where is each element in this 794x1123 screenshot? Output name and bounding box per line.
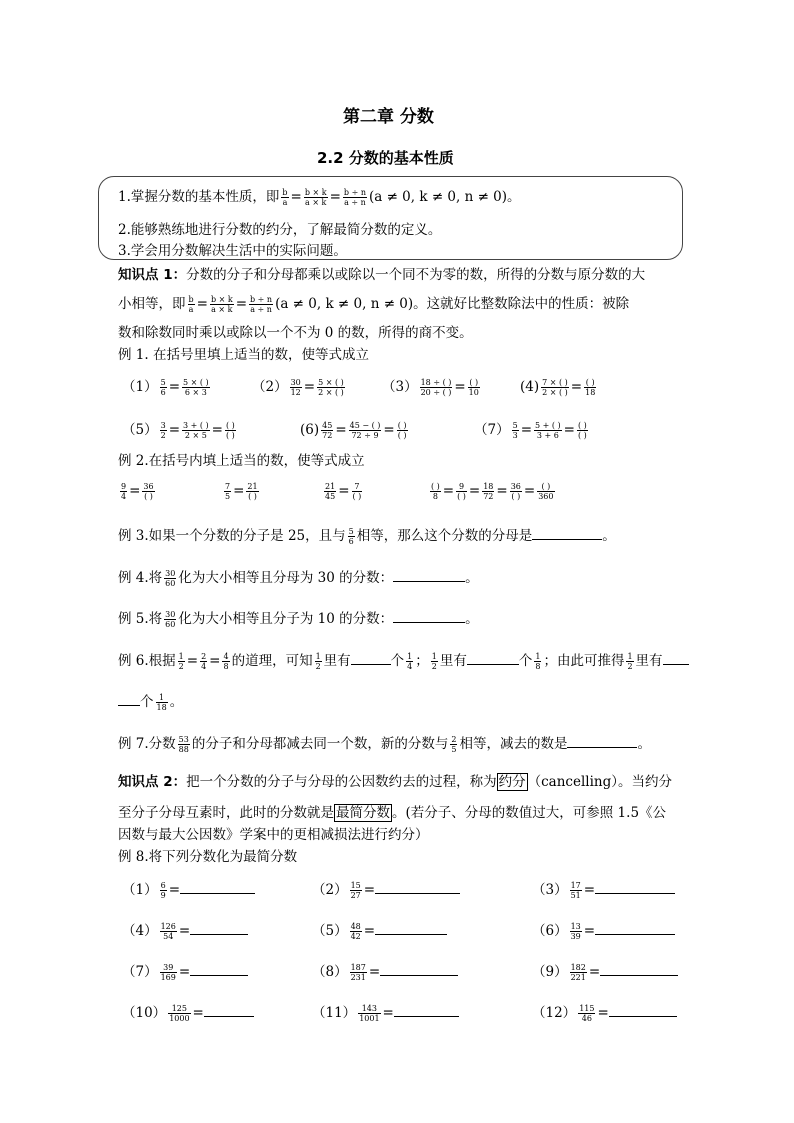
kp1-line2: 小相等，即 $\frac{b}{a}$ = $\frac{b \times k}{a \times k}$ = $\frac{b \div n}{a \div n}$ (a ≠ 0, k ≠ 0, n ≠ 0)。这就好比整数除法中的性质：被除 <box>118 295 630 315</box>
kp2-line1: 知识点 2：把一个分数的分子与分母的公因数约去的过程，称为 约分 （cancelling）。当约分 <box>118 774 672 790</box>
ex8-item-8: （8） $\frac{187}{231}$ = <box>312 963 458 982</box>
ex7: 例 7.分数 $\frac{53}{88}$ 的分子和分母都减去同一个数，新的分数与 $\frac{2}{5}$ 相等，减去的数是 。 <box>118 735 651 755</box>
ex8-item-10: （10） $\frac{125}{1000}$ = <box>122 1004 254 1023</box>
ex1-problem-2: （2） $\frac{30}{12}$ = $\frac{5 \times ( )}{2 \times ( )}$ <box>252 378 344 398</box>
goal-1: 1.掌握分数的基本性质，即 $\frac{b}{a}$ = $\frac{b \times k}{a \times k}$ = $\frac{b \div n}{a \div n}$ (a ≠ 0, k ≠ 0, n ≠ 0)。 <box>118 188 521 208</box>
ex8-item-12: （12） $\frac{115}{46}$ = <box>532 1004 677 1023</box>
ex6-blank-1[interactable] <box>351 664 391 665</box>
ex1-problem-3: （3） $\frac{18 \div ( )}{20 \div ( )}$ = ( ) 10 <box>382 378 479 398</box>
ex1-problem-5: （5） $\frac{3}{2}$ = $\frac{3 + ( )}{2 \times 5}$ = ( ) ( ) <box>122 421 235 441</box>
chapter-title: 第二章 分数 <box>343 107 434 127</box>
ex8-item-4: （4） $\frac{126}{54}$ = <box>122 922 248 941</box>
kp1-line3: 数和除数同时乘以或除以一个不为 0 的数，所得的商不变。 <box>118 325 473 341</box>
ex8-answer-blank[interactable] <box>190 934 248 935</box>
goal-3: 3.学会用分数解决生活中的实际问题。 <box>118 243 347 259</box>
ex6-blank-2[interactable] <box>467 664 519 665</box>
ex8-item-6: （6） $\frac{13}{39}$ = <box>532 922 675 941</box>
goal-2: 2.能够熟练地进行分数的约分，了解最简分数的定义。 <box>118 222 442 238</box>
ex8-item-2: （2） $\frac{15}{27}$ = <box>312 881 460 900</box>
ex3: 例 3.如果一个分数的分子是 25，且与 $\frac{5}{6}$ 相等，那么这个分数的分母是 。 <box>118 527 616 547</box>
ex8-title: 例 8.将下列分数化为最简分数 <box>118 849 298 865</box>
ex2-group-4: ( ) 8 = 9 ( ) = $\frac{18}{72}$ = 36 ( ) = ( ) 360 <box>431 482 554 502</box>
ex8-answer-blank[interactable] <box>375 893 460 894</box>
ex2-title: 例 2.在括号内填上适当的数，使等式成立 <box>118 453 365 469</box>
ex8-item-9: （9） $\frac{182}{221}$ = <box>532 963 678 982</box>
ex5-answer-blank[interactable] <box>393 622 465 623</box>
ex8-answer-blank[interactable] <box>180 893 255 894</box>
ex7-answer-blank[interactable] <box>567 747 637 748</box>
ex8-answer-blank[interactable] <box>204 1016 254 1017</box>
kp1-line1: 知识点 1：分数的分子和分母都乘以或除以一个同不为零的数，所得的分数与原分数的大 <box>118 267 646 283</box>
ex8-item-1: （1） $\frac{6}{9}$ = <box>122 881 255 900</box>
ex5: 例 5.将 $\frac{30}{60}$ 化为大小相等且分子为 10 的分数： 。 <box>118 610 479 630</box>
ex6-blank-3-cont[interactable] <box>118 705 140 706</box>
ex1-problem-1: （1） $\frac{5}{6}$ = $\frac{5 \times ( )}{6 \times 3}$ <box>122 378 209 398</box>
ex2-group-2: $\frac{7}{5}$ = 21 ( ) <box>225 482 258 502</box>
ex1-title: 例 1. 在括号里填上适当的数，使等式成立 <box>118 347 369 363</box>
ex8-item-11: （11） $\frac{143}{1001}$ = <box>312 1004 459 1023</box>
ex8-item-7: （7） $\frac{39}{169}$ = <box>122 963 248 982</box>
ex6-blank-3[interactable] <box>663 664 689 665</box>
section-title: 2.2 分数的基本性质 <box>317 149 454 167</box>
ex3-answer-blank[interactable] <box>532 539 602 540</box>
ex6-line2: 个 $\frac{1}{18}$ 。 <box>118 693 183 712</box>
ex1-problem-6: (6) $\frac{45}{72}$ = $\frac{45 - ( )}{72 \div 9}$ = ( ) ( ) <box>300 421 407 441</box>
ex4-answer-blank[interactable] <box>393 581 465 582</box>
ex2-group-1: $\frac{9}{4}$ = 36 ( ) <box>121 482 154 502</box>
ex4: 例 4.将 $\frac{30}{60}$ 化为大小相等且分母为 30 的分数： 。 <box>118 569 479 589</box>
ex8-item-5: （5） $\frac{48}{42}$ = <box>312 922 447 941</box>
ex8-answer-blank[interactable] <box>609 1016 677 1017</box>
ex8-answer-blank[interactable] <box>595 893 675 894</box>
ex8-answer-blank[interactable] <box>394 1016 459 1017</box>
ex8-answer-blank[interactable] <box>595 934 675 935</box>
ex1-problem-4: (4) $\frac{7 \times ( )}{2 \times ( )}$ = ( ) 18 <box>520 378 596 398</box>
ex1-problem-7: （7） $\frac{5}{3}$ = $\frac{5 + ( )}{3 + 6}$ = ( ) ( ) <box>474 421 587 441</box>
ex8-answer-blank[interactable] <box>375 934 447 935</box>
kp2-line3: 因数与最大公因数》学案中的更相减损法进行约分） <box>118 827 429 843</box>
ex6-line1: 例 6.根据 $\frac{1}{2}$ = $\frac{2}{4}$ = $\frac{4}{8}$ 的道理，可知 $\frac{1}{2}$ 里有 个 $\frac{1}{4}$ ； $\frac{1}{2}$ 里有 个 $\frac{1}{8}$ ；由此可推得 $\frac{1}{2}$ 里有 <box>118 652 689 671</box>
ex8-item-3: （3） $\frac{17}{51}$ = <box>532 881 675 900</box>
ex2-group-3: $\frac{21}{45}$ = 7 ( ) <box>325 482 362 502</box>
ex8-answer-blank[interactable] <box>380 975 458 976</box>
ex8-answer-blank[interactable] <box>190 975 248 976</box>
kp2-line2: 至分子分母互素时，此时的分数就是 最简分数 。(若分子、分母的数值过大，可参照 1.5《公 <box>118 805 667 821</box>
ex8-answer-blank[interactable] <box>600 975 678 976</box>
